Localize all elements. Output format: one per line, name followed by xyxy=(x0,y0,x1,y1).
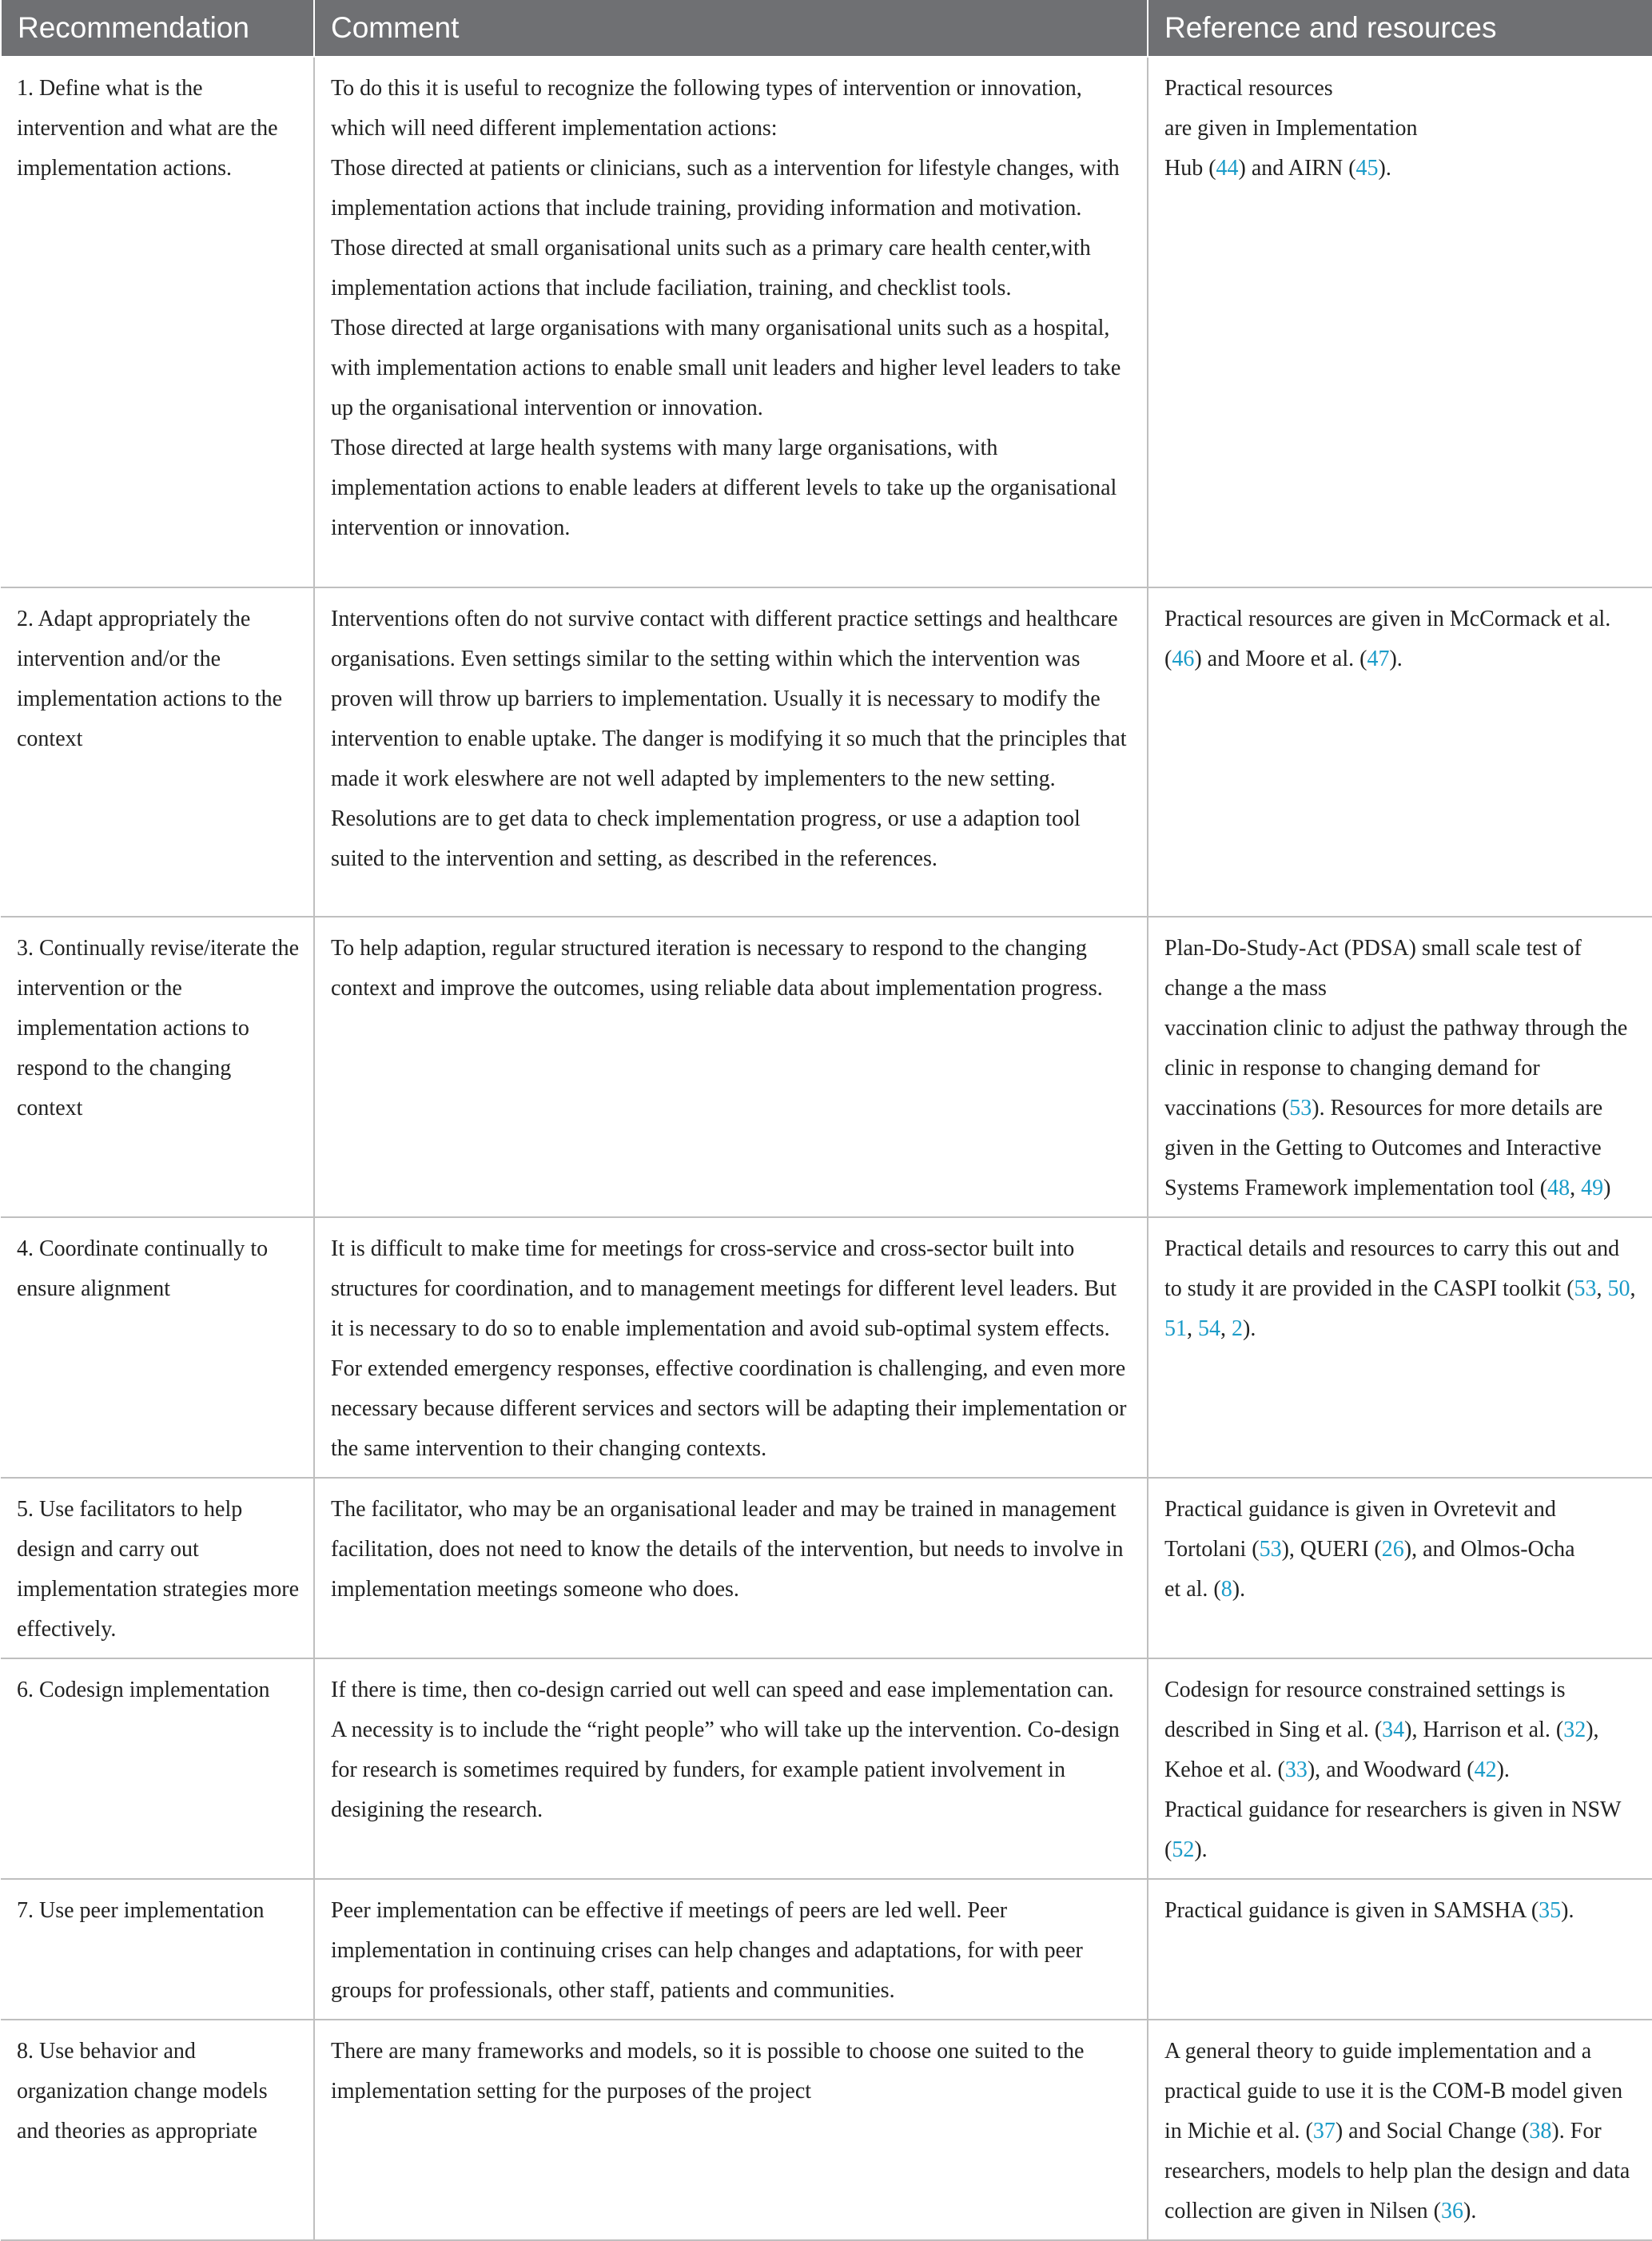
table-body xyxy=(1,57,1652,2240)
citation-link[interactable]: 47 xyxy=(1367,647,1390,671)
resource-text: , xyxy=(1570,1176,1582,1200)
comment-paragraph: Those directed at small organisational units such as a primary care health center,with implementation actions that include faciliation, training, and checklist tools. xyxy=(331,236,1091,301)
comment-paragraph: Those directed at patients or clinicians, such as a intervention for lifestyle changes, with implementation actions that include training, providing information and motivation. xyxy=(331,156,1120,221)
comment-paragraph: To do this it is useful to recognize the following types of intervention or innovation, which will need different implementation actions: xyxy=(331,76,1082,141)
comment-paragraph: It is difficult to make time for meetings for cross-service and cross-sector built into structures for coordination, and to management meetings for different level leaders. But it is necessary to do so to enable implementation and avoid sub-optimal system effects. For extended emergency responses, effective coordination is challenging, and even more necessary because different services and sectors will be adapting their implementation or the same intervention to their changing contexts. xyxy=(331,1236,1127,1461)
citation-link[interactable]: 26 xyxy=(1381,1537,1404,1562)
resource-text: ), QUERI ( xyxy=(1281,1537,1382,1562)
comment-cell xyxy=(314,57,1148,587)
resource-text: ) and Moore et al. ( xyxy=(1194,647,1367,671)
table-row xyxy=(1,587,1652,917)
comment-cell xyxy=(314,1478,1148,1658)
header-comment: Comment xyxy=(314,0,1148,57)
resource-text: Codesign for resource constrained settings is described in Sing et al. ( xyxy=(1164,1678,1566,1742)
citation-link[interactable]: 53 xyxy=(1259,1537,1282,1562)
resource-text: Practical guidance is given in SAMSHA ( xyxy=(1164,1898,1539,1923)
resource-text: , xyxy=(1220,1316,1232,1341)
resource-text: ), Harrison et al. ( xyxy=(1404,1718,1564,1742)
resource-text: Practical guidance for researchers is given in NSW ( xyxy=(1164,1797,1621,1862)
recommendation-cell: 1. Define what is the intervention and what are the implementation actions. xyxy=(1,57,314,587)
comment-cell xyxy=(314,2020,1148,2240)
comment-paragraph: Peer implementation can be effective if meetings of peers are led well. Peer implementation in continuing crises can help changes and adaptations, for with peer groups for professionals, other staff, patients and communities. xyxy=(331,1898,1083,2003)
comment-cell xyxy=(314,587,1148,917)
table-header xyxy=(1,0,1652,57)
citation-link[interactable]: 51 xyxy=(1164,1316,1187,1341)
comment-paragraph: Interventions often do not survive contact with different practice settings and healthcare organisations. Even settings similar to the setting within which the intervention was proven will throw up barriers to implementation. Usually it is necessary to modify the intervention to enable uptake. The danger is modifying it so much that the principles that made it work eleswhere are not well adapted by implementers to the new setting. xyxy=(331,607,1127,791)
resource-text: ). xyxy=(1243,1316,1256,1341)
recommendation-cell: 6. Codesign implementation xyxy=(1,1658,314,1879)
citation-link[interactable]: 54 xyxy=(1198,1316,1220,1341)
resource-text: ). xyxy=(1389,647,1403,671)
resource-text: Practical details and resources to carry this out and to study it are provided in the CASPI toolkit ( xyxy=(1164,1236,1620,1301)
comment-paragraph: To help adaption, regular structured iteration is necessary to respond to the changing context and improve the outcomes, using reliable data about implementation progress. xyxy=(331,936,1103,1001)
resource-text: ), and Woodward ( xyxy=(1307,1757,1475,1782)
resources-cell xyxy=(1148,2020,1652,2240)
header-row xyxy=(1,0,1652,57)
recommendation-cell: 7. Use peer implementation xyxy=(1,1879,314,2020)
citation-link[interactable]: 35 xyxy=(1539,1898,1562,1923)
resource-text: ). xyxy=(1232,1577,1246,1602)
recommendation-cell: 3. Continually revise/iterate the intervention or the implementation actions to respond to the changing context xyxy=(1,917,314,1217)
resource-text: ), Kehoe et al. ( xyxy=(1164,1718,1599,1782)
resource-text: Hub ( xyxy=(1164,156,1216,181)
resource-text: , xyxy=(1596,1276,1608,1301)
resources-cell xyxy=(1148,1658,1652,1879)
resource-text: ). For researchers, models to help plan the design and data collection are given in Nilsen ( xyxy=(1164,2119,1630,2223)
resource-text: ), and Olmos-Ocha xyxy=(1403,1537,1575,1562)
citation-link[interactable]: 48 xyxy=(1547,1176,1570,1200)
resource-text: vaccination clinic to adjust the pathway through the clinic in response to changing demand for vaccinations ( xyxy=(1164,1016,1628,1120)
citation-link[interactable]: 49 xyxy=(1581,1176,1604,1200)
citation-link[interactable]: 8 xyxy=(1220,1577,1232,1602)
citation-link[interactable]: 38 xyxy=(1529,2119,1552,2143)
table-row xyxy=(1,1658,1652,1879)
citation-link[interactable]: 32 xyxy=(1563,1718,1586,1742)
table-row xyxy=(1,57,1652,587)
resources-cell xyxy=(1148,1478,1652,1658)
citation-link[interactable]: 44 xyxy=(1216,156,1239,181)
header-reference: Reference and resources xyxy=(1148,0,1652,57)
recommendation-cell: 5. Use facilitators to help design and carry out implementation strategies more effectively. xyxy=(1,1478,314,1658)
comment-cell xyxy=(314,1658,1148,1879)
citation-link[interactable]: 37 xyxy=(1312,2119,1336,2143)
comment-paragraph: Those directed at large organisations with many organisational units such as a hospital, with implementation actions to enable small unit leaders and higher level leaders to take up the organisational intervention or innovation. xyxy=(331,316,1121,420)
citation-link[interactable]: 50 xyxy=(1607,1276,1630,1301)
citation-link[interactable]: 45 xyxy=(1355,156,1379,181)
resource-text: are given in Implementation xyxy=(1164,116,1418,141)
resource-text: Practical resources are given in McCormack et al. ( xyxy=(1164,607,1611,671)
citation-link[interactable]: 42 xyxy=(1474,1757,1497,1782)
table-row xyxy=(1,1879,1652,2020)
comment-paragraph: The facilitator, who may be an organisational leader and may be trained in management facilitation, does not need to know the details of the intervention, but needs to involve in implementation meetings someone who does. xyxy=(331,1497,1124,1602)
citation-link[interactable]: 34 xyxy=(1382,1718,1405,1742)
recommendation-cell: 4. Coordinate continually to ensure alignment xyxy=(1,1217,314,1478)
table-row xyxy=(1,917,1652,1217)
citation-link[interactable]: 33 xyxy=(1284,1757,1308,1782)
resources-cell xyxy=(1148,587,1652,917)
resource-text: A general theory to guide implementation and a practical guide to use it is the COM-B model given in Michie et al. ( xyxy=(1164,2039,1623,2143)
resource-text: ). xyxy=(1194,1837,1208,1862)
comment-cell xyxy=(314,917,1148,1217)
citation-link[interactable]: 53 xyxy=(1289,1096,1312,1120)
resource-text: ). xyxy=(1496,1757,1510,1782)
resource-text: , xyxy=(1630,1276,1636,1301)
resource-text: ) and Social Change ( xyxy=(1335,2119,1530,2143)
citation-link[interactable]: 52 xyxy=(1172,1837,1195,1862)
citation-link[interactable]: 2 xyxy=(1232,1316,1243,1341)
resource-text: ). Resources for more details are given in the Getting to Outcomes and Interactive Systems Framework implementation tool ( xyxy=(1164,1096,1603,1200)
resource-text: ) and AIRN ( xyxy=(1238,156,1356,181)
comment-paragraph: There are many frameworks and models, so it is possible to choose one suited to the implementation setting for the purposes of the project xyxy=(331,2039,1085,2104)
resources-cell xyxy=(1148,1217,1652,1478)
resource-text: ). xyxy=(1378,156,1391,181)
table-row xyxy=(1,1478,1652,1658)
resources-cell xyxy=(1148,917,1652,1217)
resource-text: Practical guidance is given in Ovretevit and Tortolani ( xyxy=(1164,1497,1556,1562)
citation-link[interactable]: 53 xyxy=(1574,1276,1597,1301)
table-row xyxy=(1,2020,1652,2240)
comment-paragraph: Resolutions are to get data to check implementation progress, or use a adaption tool suited to the intervention and setting, as described in the references. xyxy=(331,806,1081,871)
resource-text: ). xyxy=(1463,2199,1477,2223)
citation-link[interactable]: 46 xyxy=(1172,647,1195,671)
comment-paragraph: If there is time, then co-design carried out well can speed and ease implementation can. A necessity is to include the “right people” who will take up the intervention. Co-design for research is sometimes required by funders, for example patient involvement in desigining the research. xyxy=(331,1678,1120,1822)
resource-text: ) xyxy=(1603,1176,1611,1200)
resource-text: et al. ( xyxy=(1164,1577,1221,1602)
table-row xyxy=(1,1217,1652,1478)
resource-text: ). xyxy=(1561,1898,1574,1923)
resource-text: Practical resources xyxy=(1164,76,1333,101)
citation-link[interactable]: 36 xyxy=(1441,2199,1463,2223)
comment-cell xyxy=(314,1879,1148,2020)
resources-cell xyxy=(1148,1879,1652,2020)
resource-text: , xyxy=(1187,1316,1198,1341)
recommendation-cell: 2. Adapt appropriately the intervention and/or the implementation actions to the context xyxy=(1,587,314,917)
resource-text: Plan-Do-Study-Act (PDSA) small scale test of change a the mass xyxy=(1164,936,1582,1001)
comment-cell xyxy=(314,1217,1148,1478)
recommendation-cell: 8. Use behavior and organization change models and theories as appropriate xyxy=(1,2020,314,2240)
resources-cell xyxy=(1148,57,1652,587)
comment-paragraph: Those directed at large health systems with many large organisations, with implementation actions to enable leaders at different levels to take up the organisational intervention or innovation. xyxy=(331,436,1117,540)
header-recommendation: Recommendation xyxy=(1,0,314,57)
